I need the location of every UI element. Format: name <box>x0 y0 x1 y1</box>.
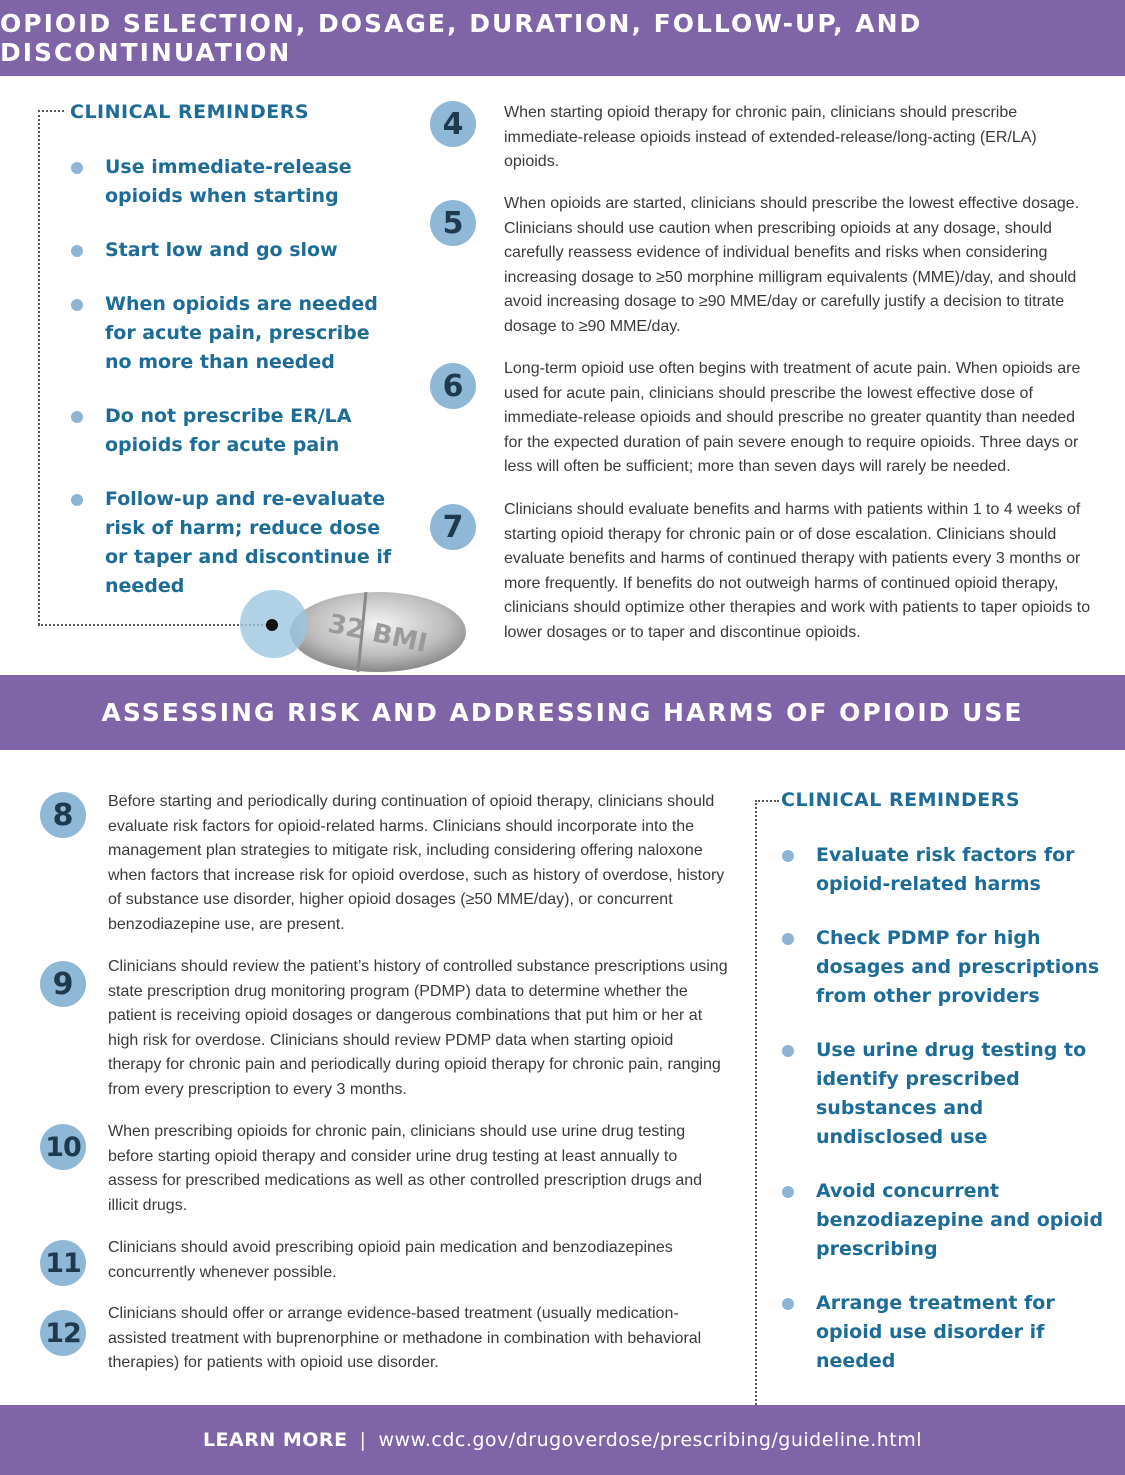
reminder-item: Check PDMP for high dosages and prescriptions from other providers <box>782 924 1112 1011</box>
recommendation-number: 5 <box>430 200 476 246</box>
recommendation-text: Clinicians should evaluate benefits and harms with patients within 1 to 4 weeks of starting opioid therapy for chronic pain or of dose escalation. Clinicians should evaluate benefits and harms of continued therapy with patients every 3 months or more frequently. If benefits do not outweigh harms of continued opioid therapy, clinicians should optimize other therapies and work with patients to taper opioids to lower dosages or to taper and discontinue opioids. <box>504 501 1091 641</box>
recommendation-number: 8 <box>40 792 86 838</box>
recommendation-10 <box>40 1120 730 1218</box>
reminder-item: Start low and go slow <box>71 236 401 265</box>
recommendation-text: Clinicians should offer or arrange evidence-based treatment (usually medication-assisted treatment with buprenorphine or methadone in combination with behavioral therapies) for patients with opioid use disorder. <box>108 1305 702 1372</box>
reminder-bracket-bottom <box>38 624 270 626</box>
reminder-item: Use immediate-release opioids when starting <box>71 153 401 211</box>
reminders-list <box>782 841 1112 1376</box>
recommendation-number: 7 <box>430 504 476 550</box>
section-banner-risk <box>0 675 1125 750</box>
guideline-link[interactable]: www.cdc.gov/drugoverdose/prescribing/guideline.html <box>378 1429 923 1451</box>
recommendation-7 <box>430 498 1095 646</box>
recommendation-text: When opioids are started, clinicians should prescribe the lowest effective dosage. Clinicians should use caution when prescribing opioids at any dosage, should carefully reassess evidence of individual benefits and risks when considering increasing dosage to ≥50 morphine milligram equivalents (MME)/day, and should avoid increasing dosage to ≥90 MME/day or carefully justify a decision to titrate dosage to ≥90 MME/day. <box>504 195 1080 335</box>
learn-more-label: LEARN MORE <box>202 1429 348 1451</box>
recommendation-text: When prescribing opioids for chronic pain, clinicians should use urine drug testing before starting opioid therapy and consider urine drug testing at least annually to assess for prescribed medications as well as other controlled prescription drugs and illicit drugs. <box>108 1123 703 1214</box>
reminder-item: Arrange treatment for opioid use disorder if needed <box>782 1289 1112 1376</box>
recommendation-4 <box>430 101 1095 175</box>
recommendation-number: 4 <box>430 101 476 147</box>
recommendation-text: Clinicians should review the patient’s history of controlled substance prescriptions using state prescription drug monitoring program (PDMP) data to determine whether the patient is receiving opioid dosages or dangerous combinations that put him or her at high risk for overdose. Clinicians should review PDMP data when starting opioid therapy for chronic pain and periodically during opioid therapy for chronic pain, ranging from every prescription to every 3 months. <box>108 958 728 1098</box>
footer-banner <box>0 1405 1125 1475</box>
recommendation-8 <box>40 790 730 938</box>
recommendation-number: 6 <box>430 363 476 409</box>
footer-separator: | <box>359 1429 367 1451</box>
recommendation-text: Long-term opioid use often begins with treatment of acute pain. When opioids are used for acute pain, clinicians should prescribe the lowest effective dose of immediate-release opioids and should prescribe no greater quantity than needed for the expected duration of pain severe enough to require opioids. Three days or less will often be sufficient; more than seven days will rarely be needed. <box>504 360 1081 476</box>
recommendation-text: Before starting and periodically during continuation of opioid therapy, clinicians should evaluate risk factors for opioid-related harms. Clinicians should incorporate into the management plan strategies to mitigate risk, including considering offering naloxone when factors that increase risk for opioid overdose, such as history of overdose, history of substance use disorder, higher opioid dosages (≥50 MME/day), or concurrent benzodiazepine use, are present. <box>108 793 725 933</box>
pill-imprint: 32 BMI <box>325 608 430 660</box>
reminder-bracket-top <box>755 800 779 802</box>
pill-pointer-dot <box>266 619 278 631</box>
recommendation-11 <box>40 1236 730 1286</box>
recommendation-number: 12 <box>40 1310 86 1356</box>
reminder-item: Evaluate risk factors for opioid-related harms <box>782 841 1112 899</box>
recommendation-number: 11 <box>40 1240 86 1286</box>
recommendation-number: 9 <box>40 961 86 1007</box>
reminders-title: CLINICAL REMINDERS <box>70 101 310 123</box>
reminder-bracket-line <box>755 800 757 1405</box>
reminder-item: Use urine drug testing to identify prescribed substances and undisclosed use <box>782 1036 1112 1152</box>
recommendation-text: Clinicians should avoid prescribing opioid pain medication and benzodiazepines concurrently whenever possible. <box>108 1239 673 1281</box>
recommendation-text: When starting opioid therapy for chronic pain, clinicians should prescribe immediate-release opioids instead of extended-release/long-acting (ER/LA) opioids. <box>504 104 1037 171</box>
recommendation-5 <box>430 192 1095 340</box>
reminders-title: CLINICAL REMINDERS <box>781 789 1021 811</box>
reminder-item: Avoid concurrent benzodiazepine and opioid prescribing <box>782 1177 1112 1264</box>
reminder-item: Follow-up and re-evaluate risk of harm; reduce dose or taper and discontinue if needed <box>71 485 401 601</box>
recommendation-6 <box>430 357 1095 480</box>
reminder-item: Do not prescribe ER/LA opioids for acute pain <box>71 402 401 460</box>
section-title: OPIOID SELECTION, DOSAGE, DURATION, FOLLOW-UP, AND DISCONTINUATION <box>0 9 923 67</box>
section-title: ASSESSING RISK AND ADDRESSING HARMS OF OPIOID USE <box>101 698 1024 727</box>
reminder-item: When opioids are needed for acute pain, prescribe no more than needed <box>71 290 401 377</box>
reminder-bracket-top <box>38 110 64 112</box>
recommendation-number: 10 <box>40 1124 86 1170</box>
reminders-list <box>71 153 401 601</box>
reminder-bracket-line <box>38 110 40 625</box>
recommendation-9 <box>40 955 730 1103</box>
recommendation-12 <box>40 1302 730 1376</box>
section-banner-selection <box>0 0 1125 76</box>
